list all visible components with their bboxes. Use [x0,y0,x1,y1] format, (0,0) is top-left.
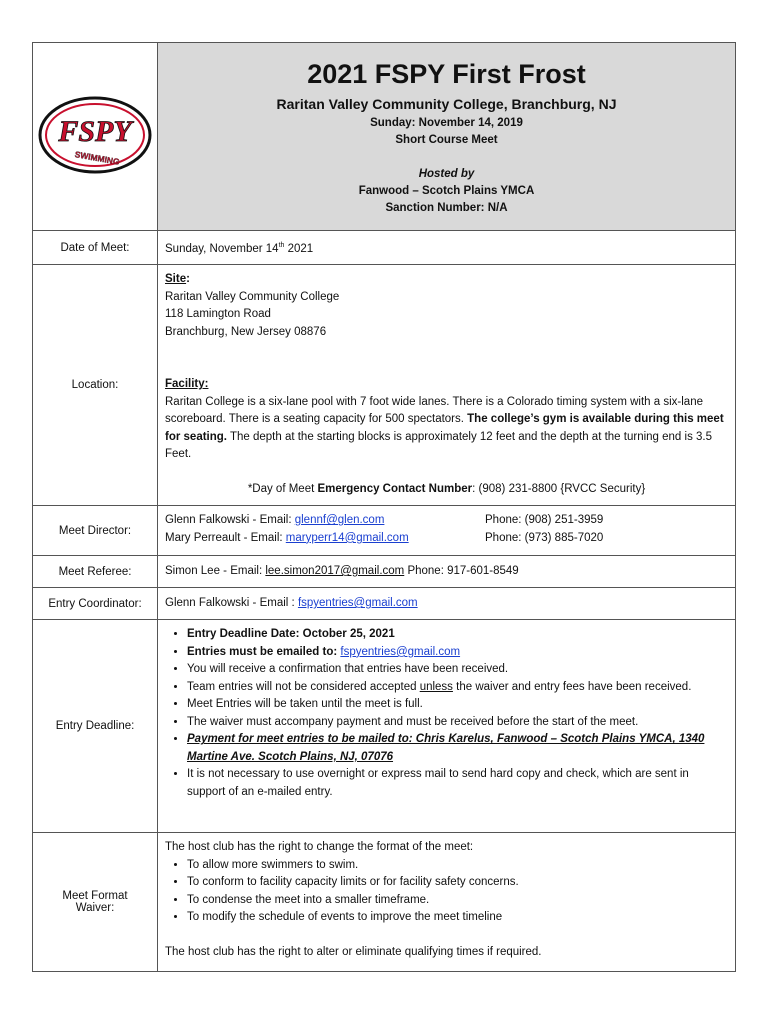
list-item: • To modify the schedule of events to improve the meet timeline [187,909,728,927]
meet-date: Sunday: November 14, 2019 [370,117,523,129]
format-waiver-label: Meet Format Waiver: [33,833,158,972]
hosted-by-label: Hosted by [418,168,475,180]
referee-email-link[interactable]: lee.simon2017@gmail.com [265,565,405,578]
venue: Raritan Valley Community College, Branchburg, NJ [276,96,617,112]
fspy-swimming-logo [37,95,153,175]
list-item: • Meet Entries will be taken until the meet is full. [187,696,728,714]
director-label: Meet Director: [33,506,158,556]
director-row [33,506,736,556]
facility-text: Raritan College is a six-lane pool with 7 foot wide lanes. There is a Colorado timing system with a six-lane scoreboard. There is a seating capacity for 500 spectators. The college’s gym is available during this meet for seating. The depth at the starting blocks is approximately 12 feet and the depth at the turning end is 3.5 Feet. [165,395,724,461]
deadline-value [158,620,736,833]
location-label: Location: [33,265,158,506]
list-item: • Entry Deadline Date: October 25, 2021 [187,626,728,644]
list-item: • You will receive a confirmation that entries have been received. [187,661,728,679]
waiver-intro: The host club has the right to change the format of the meet: [165,841,474,854]
host-name: Fanwood – Scotch Plains YMCA [358,185,535,197]
page-title: 2021 FSPY First Frost [307,59,586,89]
date-label: Date of Meet: [33,231,158,265]
svg-text:FSPY: FSPY [58,115,132,148]
coordinator-value: Glenn Falkowski - Email : fspyentries@gmail.com [158,588,736,620]
date-row [33,231,736,265]
list-item: • It is not necessary to use overnight or express mail to send hard copy and check, which are sent in support of an e-mailed entry. [187,766,728,801]
list-item: • To allow more swimmers to swim. [187,857,728,875]
list-item: • Payment for meet entries to be mailed to: Chris Karelus, Fanwood – Scotch Plains YMCA, 1340 Martine Ave. Scotch Plains, NJ, 07076 [187,731,728,766]
format-waiver-row [33,833,736,972]
facility-heading: Facility: [165,378,209,391]
deadline-list [165,626,728,801]
entries-email-link[interactable]: fspyentries@gmail.com [340,645,461,658]
site-line: Branchburg, New Jersey 08876 [165,325,327,338]
referee-label: Meet Referee: [33,556,158,588]
director-value [158,506,736,556]
header-cell [158,43,736,231]
site-line: 118 Lamington Road [165,308,271,321]
director-email-link[interactable]: glennf@glen.com [294,514,385,527]
list-item: • Entries must be emailed to: fspyentries@gmail.com [187,644,728,662]
list-item: • To condense the meet into a smaller timeframe. [187,892,728,910]
deadline-label: Entry Deadline: [33,620,158,833]
director-email-link[interactable]: maryperr14@gmail.com [285,531,409,544]
coordinator-row [33,588,736,620]
list-item: • The waiver must accompany payment and must be received before the start of the meet. [187,714,728,732]
date-value: Sunday, November 14th 2021 [158,231,736,265]
sanction-number: Sanction Number: N/A [385,202,508,214]
referee-row [33,556,736,588]
coordinator-email-link[interactable]: fspyentries@gmail.com [297,597,418,610]
list-item: • To conform to facility capacity limits or for facility safety concerns. [187,874,728,892]
director-contact: Glenn Falkowski - Email: glennf@glen.com Phone: (908) 251-3959 [165,514,604,527]
site-heading: Site: [165,273,190,286]
deadline-row [33,620,736,833]
logo-cell [33,43,158,231]
director-contact: Mary Perreault - Email: maryperr14@gmail.com Phone: (973) 885-7020 [165,531,604,544]
svg-text:SWIMMING: SWIMMING [73,149,121,167]
waiver-list [165,857,728,927]
course-type: Short Course Meet [395,134,498,146]
referee-value: Simon Lee - Email: lee.simon2017@gmail.com Phone: 917-601-8549 [158,556,736,588]
waiver-closing: The host club has the right to alter or eliminate qualifying times if required. [165,945,542,958]
emergency-contact: *Day of Meet Emergency Contact Number: (908) 231-8800 {RVCC Security} [247,482,646,495]
location-value [158,265,736,506]
location-row [33,265,736,506]
coordinator-label: Entry Coordinator: [33,588,158,620]
site-line: Raritan Valley Community College [165,290,340,303]
format-waiver-value [158,833,736,972]
list-item: • Team entries will not be considered accepted unless the waiver and entry fees have been received. [187,679,728,697]
header-row [33,43,736,231]
meet-info-table [32,42,736,972]
